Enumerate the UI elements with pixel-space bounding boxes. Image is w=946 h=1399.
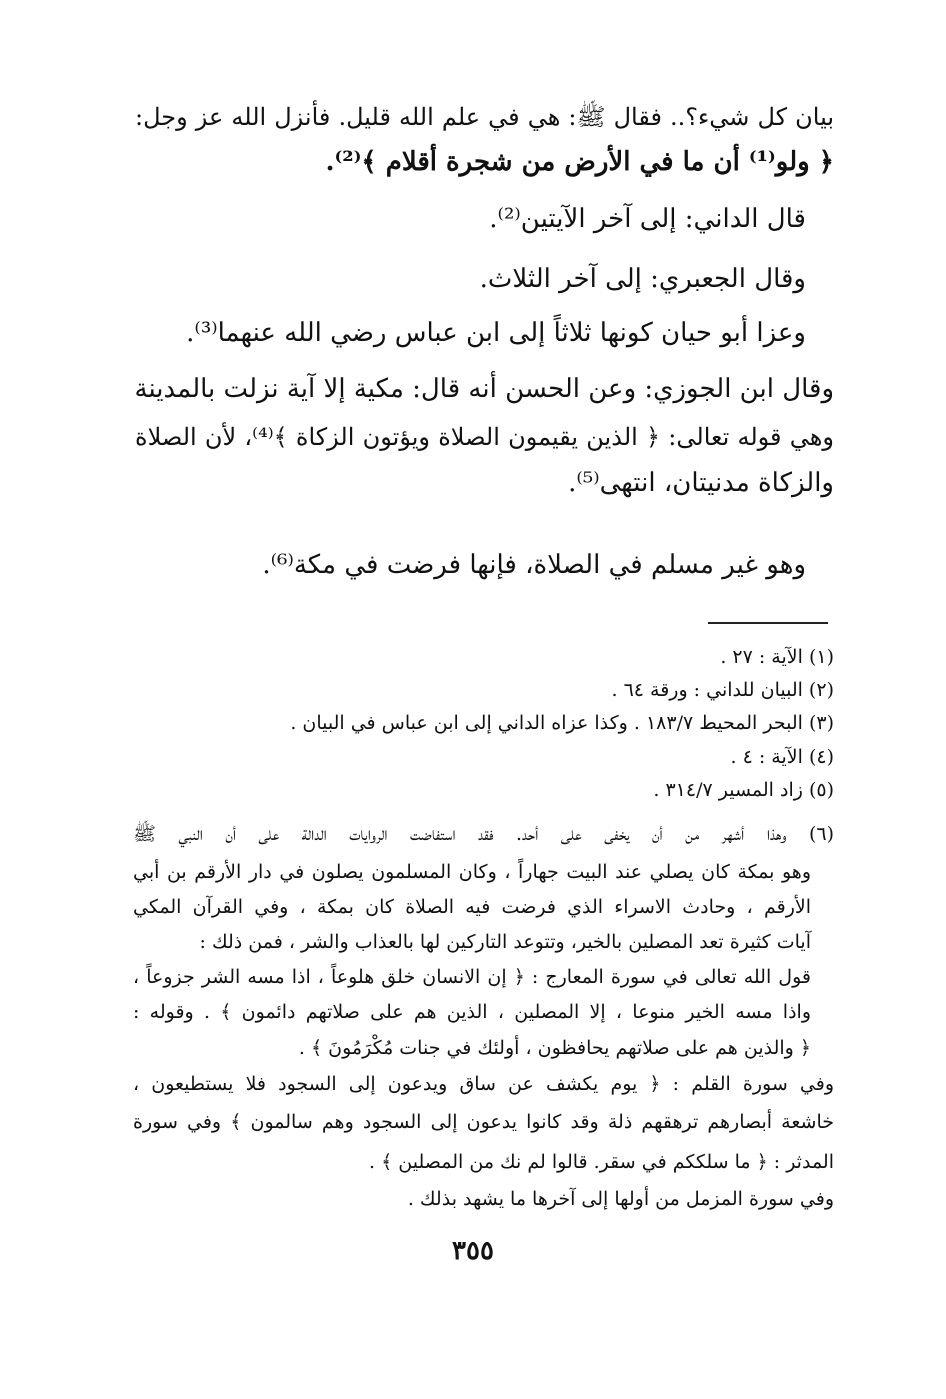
- footnote-6-line-6: واذا مسه الخير منوعا ، إلا المصلين ، الذين هم على صلاتهم دائمون ﴾ . وقوله :: [133, 1001, 811, 1023]
- footnote-6-line-11: وفي سورة المزمل من أولها إلى آخرها ما يشهد بذلك .: [407, 1188, 834, 1210]
- footnote-2: (٢) البيان للداني : ورقة ٦٤ .: [611, 679, 834, 701]
- footnote-6-line-2: وهو بمكة كان يصلي عند البيت جهاراً ، وكان المسلمون يصلون في دار الأرقم بن أبي: [133, 861, 811, 883]
- footnote-6-line-5: قول الله تعالى في سورة المعارج : ﴿ إن الانسان خلق هلوعاً ، اذا مسه الشر جزوعاً ،: [133, 966, 811, 988]
- body-line-5: وعزا أبو حيان كونها ثلاثاً إلى ابن عباس رضي الله عنهما⁽³⁾.: [186, 318, 806, 348]
- footnote-6-line-3: الأرقم ، وحادث الاسراء الذي فرضت فيه الصلاة كان بمكة ، وفي القرآن المكي: [133, 896, 811, 918]
- footnote-6-line-10: المدثر : ﴿ ما سلككم في سقر. قالوا لم نك من المصلين ﴾ .: [369, 1151, 834, 1173]
- body-line-7: وهي قوله تعالى: ﴿ الذين يقيمون الصلاة ويؤتون الزكاة ﴾⁽⁴⁾، لأن الصلاة: [135, 423, 834, 451]
- footnote-6-line-1: (٦) وهذا أشهر من أن يخفى على أحد. فقد استفاضت الروايات الدالة على أن النبي ﷺ: [133, 823, 834, 845]
- body-line-1: بيان كل شيء؟.. فقال ﷺ: هي في علم الله قليل. فأنزل الله عز وجل:: [135, 103, 834, 131]
- footnote-separator: [708, 622, 828, 624]
- body-line-3: قال الداني: إلى آخر الآيتين⁽²⁾.: [489, 204, 806, 234]
- footnote-6-line-7: ﴿ والذين هم على صلاتهم يحافظون ، أولئك في جنات مُكْرَمُونَ ﴾ .: [298, 1037, 811, 1059]
- body-line-8: والزكاة مدنيتان، انتهى⁽⁵⁾.: [568, 468, 834, 498]
- footnote-5: (٥) زاد المسير ٣١٤/٧ .: [653, 779, 834, 801]
- page-number: ٣٥٥: [452, 1236, 494, 1266]
- footnote-6-line-4: آيات كثيرة تعد المصلين بالخير، وتتوعد التاركين لها بالعذاب والشر ، فمن ذلك :: [199, 931, 811, 953]
- body-line-9: وهو غير مسلم في الصلاة، فإنها فرضت في مكة⁽⁶⁾.: [262, 550, 806, 580]
- footnote-3: (٣) البحر المحيط ١٨٣/٧ . وكذا عزاه الداني إلى ابن عباس في البيان .: [290, 712, 834, 734]
- footnote-4: (٤) الآية : ٤ .: [730, 746, 834, 768]
- footnote-1: (١) الآية : ٢٧ .: [720, 646, 834, 668]
- body-line-2-verse: ﴿ ولو⁽¹⁾ أن ما في الأرض من شجرة أقلام ﴾⁽²⁾.: [325, 147, 834, 177]
- body-line-6: وقال ابن الجوزي: وعن الحسن أنه قال: مكية إلا آية نزلت بالمدينة: [134, 374, 834, 404]
- footnote-6-line-8: وفي سورة القلم : ﴿ يوم يكشف عن ساق ويدعون إلى السجود فلا يستطيعون ،: [133, 1073, 834, 1095]
- footnote-6-line-9: خاشعة أبصارهم ترهقهم ذلة وقد كانوا يدعون إلى السجود وهم سالمون ﴾ وفي سورة: [133, 1111, 834, 1133]
- body-line-4: وقال الجعبري: إلى آخر الثلاث.: [479, 264, 806, 294]
